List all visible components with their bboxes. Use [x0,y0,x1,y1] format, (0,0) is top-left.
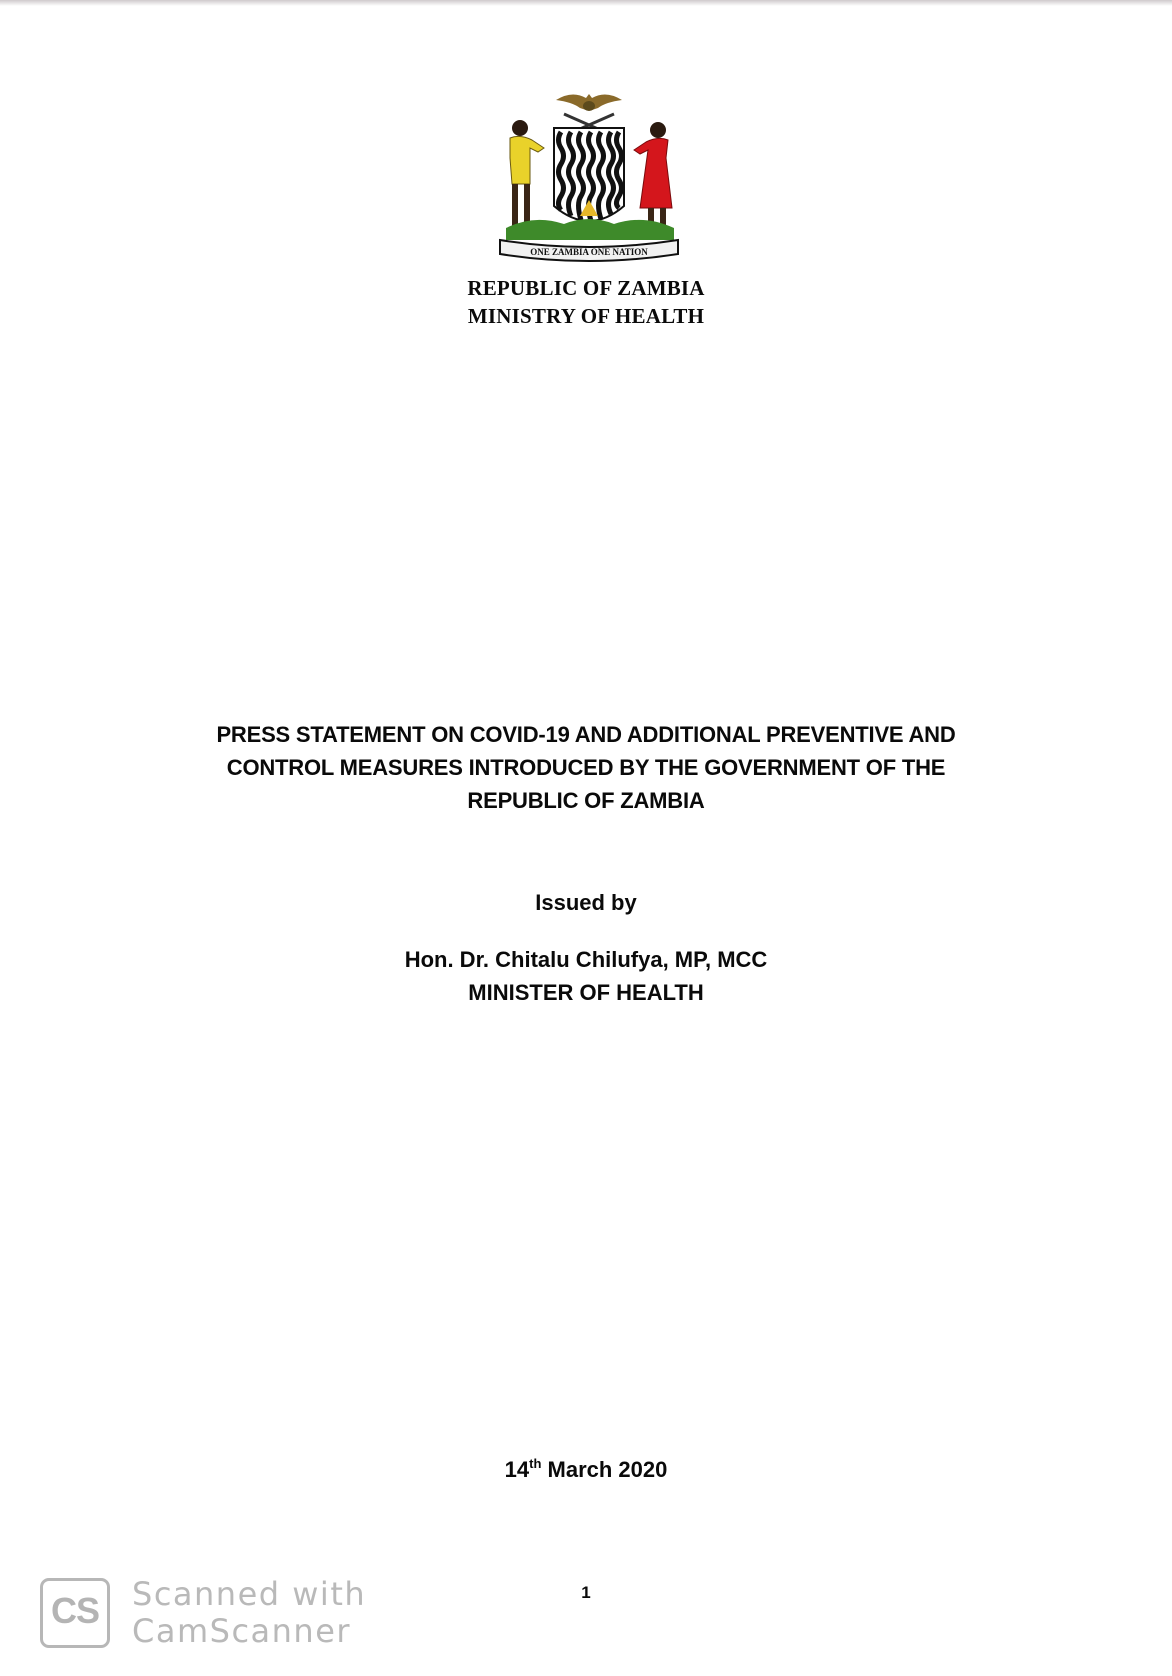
date-day: 14 [504,1457,530,1482]
page-number: 1 [581,1583,591,1602]
camscanner-watermark [40,1575,367,1652]
issuer-position: MINISTER OF HEALTH [468,980,704,1005]
date-month-year: March 2020 [541,1457,668,1482]
document-title [126,718,1046,817]
title-line: REPUBLIC OF ZAMBIA [467,788,705,813]
watermark-text [132,1576,366,1650]
issuer-name: Hon. Dr. Chitalu Chilufya, MP, MCC [404,947,768,972]
issued-by-label: Issued by [535,890,637,915]
header-ministry: MINISTRY OF HEALTH [467,304,705,328]
date-suffix: th [529,1456,542,1471]
header-country: REPUBLIC OF ZAMBIA [467,276,705,300]
coat-of-arms-emblem [494,88,684,278]
title-line: CONTROL MEASURES INTRODUCED BY THE GOVERNMENT OF THE [226,755,946,780]
scan-top-edge [0,0,1172,6]
camscanner-logo-icon: CS [40,1578,110,1648]
title-line: PRESS STATEMENT ON COVID-19 AND ADDITIONAL PREVENTIVE AND [216,722,956,747]
watermark-line: CamScanner [132,1612,352,1650]
issuer-block [0,943,1172,1009]
svg-text:ONE ZAMBIA ONE NATION: ONE ZAMBIA ONE NATION [530,247,648,257]
watermark-line: Scanned with [132,1575,367,1613]
statement-date [0,1456,1172,1483]
